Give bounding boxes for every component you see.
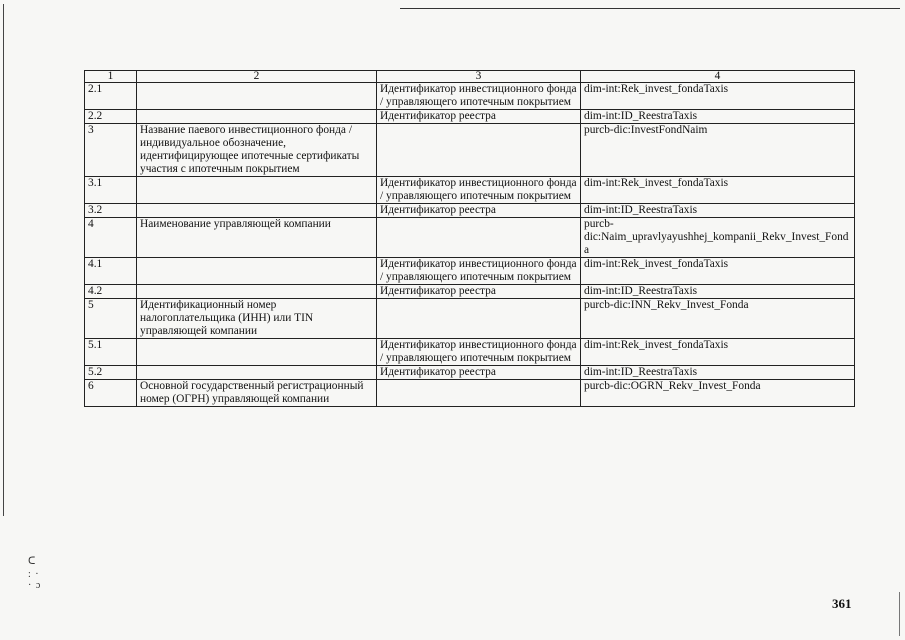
row-number: 4.2 (85, 285, 137, 299)
row-dimension: Идентификатор реестра (377, 285, 581, 299)
row-description (137, 339, 377, 366)
row-number: 4 (85, 218, 137, 258)
row-number: 2.2 (85, 110, 137, 124)
margin-mark-3: · ɔ (28, 580, 42, 591)
row-dimension: Идентификатор инвестиционного фонда / управляющего ипотечным покрытием (377, 83, 581, 110)
table-row (85, 285, 855, 299)
left-page-edge (3, 4, 4, 516)
table-row (85, 83, 855, 110)
table-row (85, 366, 855, 380)
row-code: dim-int:Rek_invest_fondaTaxis (581, 83, 855, 110)
row-dimension: Идентификатор реестра (377, 366, 581, 380)
header-col-4: 4 (581, 71, 855, 83)
row-number: 5 (85, 299, 137, 339)
table-row (85, 218, 855, 258)
row-number: 3 (85, 124, 137, 177)
row-dimension (377, 380, 581, 407)
table-row (85, 110, 855, 124)
row-description (137, 83, 377, 110)
document-table (84, 70, 855, 407)
margin-mark-1: ᑕ (28, 556, 37, 567)
row-description (137, 204, 377, 218)
row-dimension (377, 218, 581, 258)
table-row (85, 177, 855, 204)
row-dimension: Идентификатор реестра (377, 204, 581, 218)
row-code: dim-int:Rek_invest_fondaTaxis (581, 177, 855, 204)
row-code: dim-int:Rek_invest_fondaTaxis (581, 258, 855, 285)
table-header-row (85, 71, 855, 83)
header-col-3: 3 (377, 71, 581, 83)
row-description (137, 177, 377, 204)
row-code: dim-int:ID_ReestraTaxis (581, 366, 855, 380)
row-number: 5.2 (85, 366, 137, 380)
row-number: 5.1 (85, 339, 137, 366)
row-description: Название паевого инвестиционного фонда / индивидуальное обозначение, идентифицирующее ипотечные сертификаты участия с ипотечным покрытием (137, 124, 377, 177)
row-number: 2.1 (85, 83, 137, 110)
row-dimension: Идентификатор реестра (377, 110, 581, 124)
row-code: dim-int:ID_ReestraTaxis (581, 204, 855, 218)
row-description (137, 285, 377, 299)
header-col-2: 2 (137, 71, 377, 83)
margin-mark-2: : · (28, 569, 40, 580)
row-description (137, 110, 377, 124)
table-row (85, 258, 855, 285)
row-description: Наименование управляющей компании (137, 218, 377, 258)
table-row (85, 380, 855, 407)
row-description (137, 366, 377, 380)
row-code: dim-int:Rek_invest_fondaTaxis (581, 339, 855, 366)
table-row (85, 299, 855, 339)
header-col-1: 1 (85, 71, 137, 83)
row-dimension (377, 124, 581, 177)
right-page-edge (899, 592, 900, 636)
row-description: Основной государственный регистрационный номер (ОГРН) управляющей компании (137, 380, 377, 407)
row-number: 3.1 (85, 177, 137, 204)
top-rule (400, 8, 900, 9)
row-dimension: Идентификатор инвестиционного фонда / управляющего ипотечным покрытием (377, 177, 581, 204)
table-row (85, 339, 855, 366)
row-code: dim-int:ID_ReestraTaxis (581, 285, 855, 299)
row-code: purcb-dic:OGRN_Rekv_Invest_Fonda (581, 380, 855, 407)
row-code: purcb-dic:InvestFondNaim (581, 124, 855, 177)
row-number: 6 (85, 380, 137, 407)
table-row (85, 204, 855, 218)
row-number: 3.2 (85, 204, 137, 218)
table-row (85, 124, 855, 177)
row-code: purcb-dic:Naim_upravlyayushhej_kompanii_Rekv_Invest_Fonda (581, 218, 855, 258)
row-number: 4.1 (85, 258, 137, 285)
page-number: 361 (832, 596, 852, 611)
row-code: dim-int:ID_ReestraTaxis (581, 110, 855, 124)
row-code: purcb-dic:INN_Rekv_Invest_Fonda (581, 299, 855, 339)
row-dimension: Идентификатор инвестиционного фонда / управляющего ипотечным покрытием (377, 339, 581, 366)
row-description: Идентификационный номер налогоплательщика (ИНН) или TIN управляющей компании (137, 299, 377, 339)
row-dimension: Идентификатор инвестиционного фонда / управляющего ипотечным покрытием (377, 258, 581, 285)
row-dimension (377, 299, 581, 339)
row-description (137, 258, 377, 285)
